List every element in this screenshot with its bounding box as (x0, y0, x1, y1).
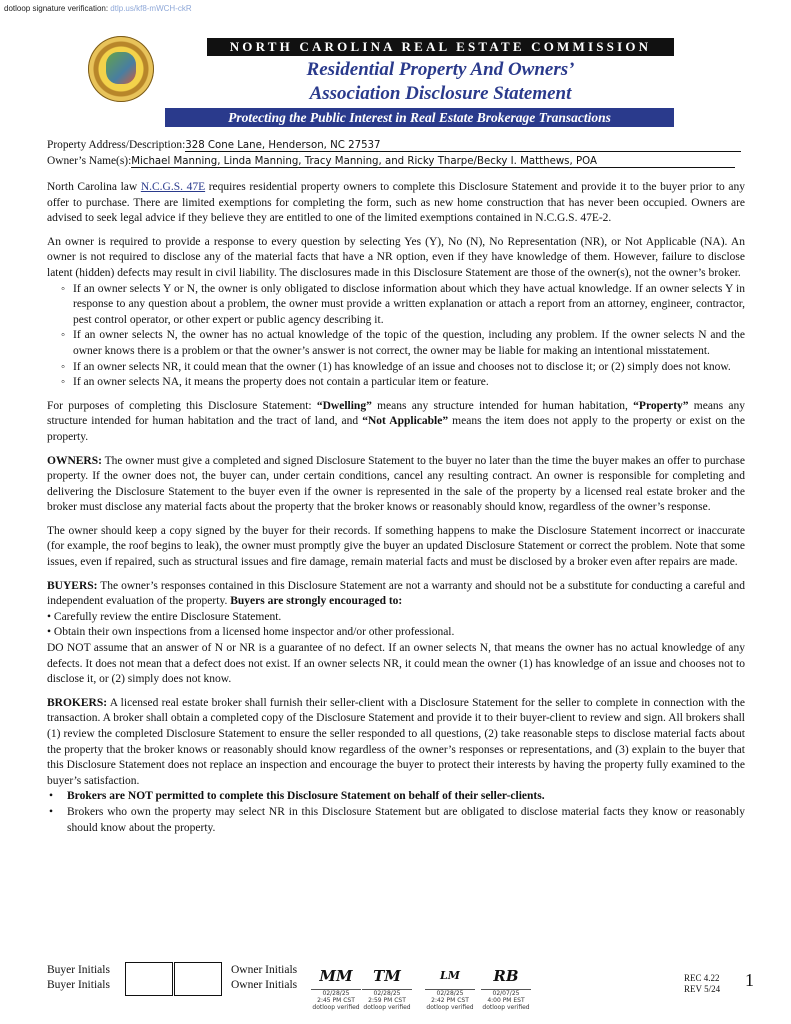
owners-name-label: Owner’s Name(s): (47, 155, 132, 167)
list-item: • Brokers are NOT permitted to complete this Disclosure Statement on behalf of their seller-clients. (57, 789, 745, 805)
buyers-heading: BUYERS: (47, 579, 98, 592)
response-paragraph: An owner is required to provide a response to every question by selecting Yes (Y), No (N), No Representation (NR), or Not Applicable (NA). An owner is not required to disclose any of the material facts that have a NR option, even if they have knowledge of them. However, failure to disclose latent (hidden) defects may result in civil liability. The disclosures made in this Disclosure Statement are those of the owner(s), not the owner’s broker. (47, 235, 745, 279)
intro-paragraph: North Carolina law N.C.G.S. 47E requires residential property owners to complete this Disclosure Statement and provide it to the buyer prior to any offer to purchase. There are limited exemptions for completing the form, such as new home construction that has never been occupied. Owners are advised to seek legal advice if they believe they are entitled to one of the limited exemptions contained in N.C.G.S. 47E-2. (47, 181, 745, 225)
owner-initials-labels (231, 963, 297, 993)
owners-paragraph: OWNERS: The owner must give a completed and signed Disclosure Statement to the buyer no later than the time the buyer makes an offer to purchase property. If the owner does not, the buyer can, under certain conditions, cancel any resulting contract. An owner is responsible for completing and delivering the Disclosure Statement to the buyer even if the owner is represented in the sale of the property by a licensed real estate broker and the broker must disclose any material facts about the property that the broker knows or reasonably should know, regardless of the owner’s response. (47, 454, 746, 514)
nc-seal-logo (88, 36, 154, 102)
owner-signature-4[interactable]: RB 02/07/25 4:00 PM EST dotloop verified (481, 963, 531, 1011)
owners-heading: OWNERS: (47, 454, 102, 467)
list-item: ◦ If an owner selects N, the owner has no actual knowledge of the topic of the question, including any problem. If the owner selects N and the owner knows there is a problem or that the owner’s answer is not correct, the owner may be liable for making an intentional misstatement. (63, 328, 745, 359)
page-number: 1 (745, 970, 754, 990)
buyers-paragraph: BUYERS: The owner’s responses contained in this Disclosure Statement are not a warranty and should not be a substitute for conducting a careful and independent evaluation of the property. Buyers are strongly encouraged to: • Carefully review the entire Disclosure Statement. • Obtain their own inspections from a licensed home inspector and/or other professional. DO NOT assume that an answer of N or NR is a guarantee of no defect. If an owner selects N, that means the owner has no actual knowledge of any defects. It does not mean that a defect does not exist. If an owner selects NR, it could mean the owner (1) has knowledge of an issue and chooses not to disclose it, or (2) simply does not know. (47, 579, 745, 686)
signature-initials: MM (311, 963, 361, 990)
buyer-initials-label: Buyer Initials (47, 964, 110, 976)
not-applicable-term: “Not Applicable” (362, 415, 449, 428)
buyer-initials-box-1[interactable] (125, 962, 173, 996)
dwelling-term: “Dwelling” (316, 399, 372, 412)
disclosure-body (47, 180, 745, 844)
tagline-banner: Protecting the Public Interest in Real Estate Brokerage Transactions (165, 108, 674, 127)
property-address-label: Property Address/Description: (47, 139, 186, 151)
response-options-list (47, 282, 745, 391)
property-address-field (47, 139, 741, 152)
verification-label: dotloop signature verification: (4, 4, 109, 13)
list-item: ◦ If an owner selects Y or N, the owner is only obligated to disclose information about which they have actual knowledge. If an owner selects Y in response to any question about a problem, the owner must provide a written explanation or attach a report from an attorney, engineer, contractor, pest control operator, or other expert or public agency describing it. (63, 282, 745, 329)
verification-link[interactable]: dtlp.us/kf8-mWCH-ckR (110, 4, 192, 13)
list-item: • Brokers who own the property may select NR in this Disclosure Statement but are obligated to disclose material facts they know or reasonably should know about the property. (57, 805, 745, 836)
list-item: ◦ If an owner selects NR, it could mean that the owner (1) has knowledge of an issue and chooses not to disclose it; or (2) simply does not know. (63, 360, 745, 376)
copy-paragraph: The owner should keep a copy signed by the buyer for their records. If something happens to make the Disclosure Statement incorrect or inaccurate (for example, the roof begins to leak), the owner must promptly give the buyer an updated Disclosure Statement or correct the problem. Note that some issues, even if repaired, such as structural issues and fire damage, remain material facts and must be disclosed by a broker even after repairs are made. (47, 524, 745, 569)
definitions-paragraph: For purposes of completing this Disclosure Statement: “Dwelling” means any structure intended for human habitation, “Property” means any structure intended for human habitation and the tract of land, and “Not Applicable” means the item does not apply to the property or exist on the property. (47, 399, 746, 443)
property-term: “Property” (633, 399, 689, 412)
list-item: ◦ If an owner selects NA, it means the property does not contain a particular item or feature. (63, 375, 745, 391)
title-line-1: Residential Property And Owners’ (306, 59, 575, 80)
form-revision: REC 4.22 REV 5/24 (684, 973, 721, 994)
brokers-paragraph: BROKERS: A licensed real estate broker shall furnish their seller-client with a Disclosure Statement for the seller to complete in connection with the transaction. A broker shall obtain a completed copy of the Disclosure Statement and provide it to their buyer-client to review and sign. All brokers shall (1) review the completed Disclosure Statement to ensure the seller responded to all questions, (2) take reasonable steps to disclose material facts about the property that the broker knows or reasonably should know regardless of the owner’s responses or representations, and (3) explain to the buyer that this Disclosure Statement does not replace an inspection and encourage the buyer to protect their interests by having the property fully examined to the buyer’s satisfaction. (47, 696, 745, 787)
signature-initials: LM (425, 963, 475, 990)
signature-initials: TM (362, 963, 412, 990)
buyer-initials-labels (47, 963, 110, 993)
buyer-initials-box-2[interactable] (174, 962, 222, 996)
commission-banner: NORTH CAROLINA REAL ESTATE COMMISSION (207, 38, 674, 56)
owner-signature-1[interactable]: MM 02/28/25 2:45 PM CST dotloop verified (311, 963, 361, 1011)
dotloop-verification (4, 4, 192, 13)
buyer-initials-label: Buyer Initials (47, 979, 110, 991)
buyers-emphasis: Buyers are strongly encouraged to: (230, 595, 403, 608)
property-address-value[interactable]: 328 Cone Lane, Henderson, NC 27537 (185, 140, 741, 152)
signature-initials: RB (481, 963, 531, 990)
brokers-list (47, 789, 745, 836)
title-line-2: Association Disclosure Statement (309, 83, 572, 104)
owner-initials-label: Owner Initials (231, 979, 298, 991)
brokers-heading: BROKERS: (47, 696, 108, 709)
ncgs-47e-link[interactable]: N.C.G.S. 47E (140, 181, 206, 193)
owner-signature-3[interactable]: LM 02/28/25 2:42 PM CST dotloop verified (425, 963, 475, 1011)
owners-name-field (47, 155, 735, 168)
owner-signature-2[interactable]: TM 02/28/25 2:59 PM CST dotloop verified (362, 963, 412, 1011)
owner-initials-label: Owner Initials (231, 964, 298, 976)
owners-name-value[interactable]: Michael Manning, Linda Manning, Tracy Manning, and Ricky Tharpe/Becky I. Matthews, POA (131, 156, 735, 168)
document-title (207, 58, 674, 106)
